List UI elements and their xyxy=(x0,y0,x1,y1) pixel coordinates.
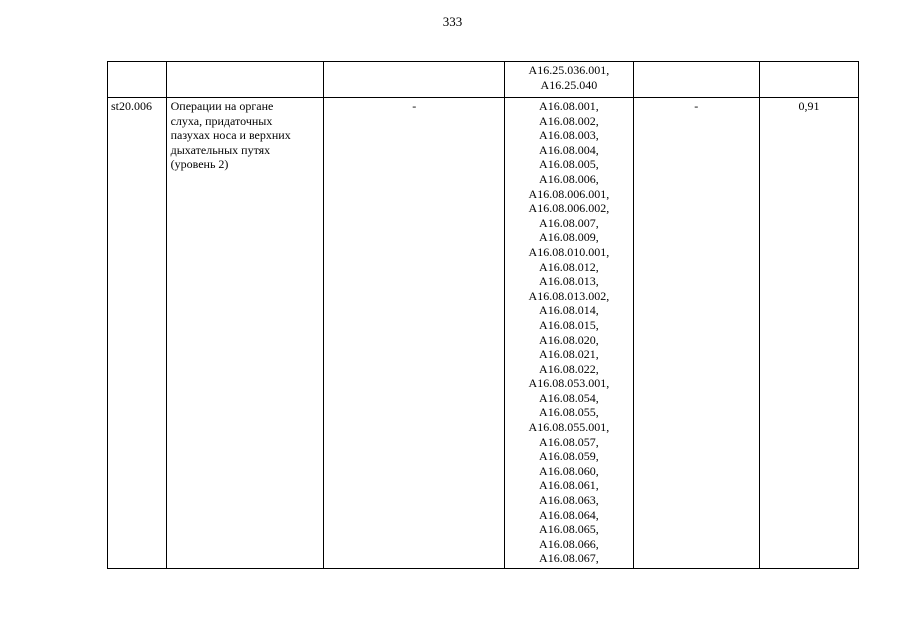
cell-col5 xyxy=(633,62,759,98)
service-code: A16.08.006, xyxy=(539,171,599,186)
name-line: (уровень 2) xyxy=(170,157,229,172)
service-code: A16.08.006.001, xyxy=(528,186,610,201)
cell-service-codes xyxy=(505,62,633,98)
service-code: A16.08.061, xyxy=(539,478,599,493)
name-line: дыхательных путях xyxy=(170,142,271,157)
service-code: A16.08.009, xyxy=(539,230,599,245)
cell-col3 xyxy=(324,62,505,98)
cell-name xyxy=(166,62,324,98)
service-code: A16.08.054, xyxy=(539,390,599,405)
name-line: Операции на органе xyxy=(170,99,274,113)
cell-col3: - xyxy=(324,98,505,569)
service-code: A16.08.021, xyxy=(539,347,599,362)
service-code: A16.08.007, xyxy=(539,215,599,230)
service-code: A16.08.012, xyxy=(539,259,599,274)
cell-coefficient: 0,91 xyxy=(759,98,858,569)
service-code: A16.25.040 xyxy=(540,77,598,92)
tariff-table xyxy=(107,61,859,569)
service-code: A16.08.055, xyxy=(539,405,599,420)
service-code: A16.08.015, xyxy=(539,317,599,332)
cell-coefficient xyxy=(759,62,858,98)
service-code: A16.08.063, xyxy=(539,493,599,508)
service-code: A16.08.005, xyxy=(539,157,599,172)
service-code: A16.08.064, xyxy=(539,507,599,522)
service-code: A16.08.003, xyxy=(539,128,599,143)
service-code: A16.08.001, xyxy=(539,99,599,113)
name-line: слуха, придаточных xyxy=(170,113,273,128)
cell-name xyxy=(166,98,324,569)
service-code: A16.08.066, xyxy=(539,536,599,551)
service-code: A16.08.022, xyxy=(539,361,599,376)
service-code: A16.08.059, xyxy=(539,449,599,464)
cell-code xyxy=(108,62,167,98)
service-code: A16.08.013.002, xyxy=(528,288,610,303)
service-code: A16.08.065, xyxy=(539,522,599,537)
cell-code: st20.006 xyxy=(108,98,167,569)
service-code: A16.25.036.001, xyxy=(528,63,610,77)
name-line: пазухах носа и верхних xyxy=(170,128,291,143)
service-code: A16.08.014, xyxy=(539,303,599,318)
table-row xyxy=(108,98,859,569)
service-code: A16.08.067, xyxy=(539,551,599,566)
page-number: 333 xyxy=(442,14,463,29)
service-code: A16.08.004, xyxy=(539,142,599,157)
service-code: A16.08.060, xyxy=(539,463,599,478)
service-code: A16.08.057, xyxy=(539,434,599,449)
service-code: A16.08.055.001, xyxy=(528,420,610,435)
cell-col5: - xyxy=(633,98,759,569)
service-code: A16.08.020, xyxy=(539,332,599,347)
service-code: A16.08.006.002, xyxy=(528,201,610,216)
service-code: A16.08.053.001, xyxy=(528,376,610,391)
cell-service-codes xyxy=(505,98,633,569)
table-row-continued xyxy=(108,62,859,98)
service-code: A16.08.010.001, xyxy=(528,244,610,259)
service-code: A16.08.002, xyxy=(539,113,599,128)
service-code: A16.08.013, xyxy=(539,274,599,289)
